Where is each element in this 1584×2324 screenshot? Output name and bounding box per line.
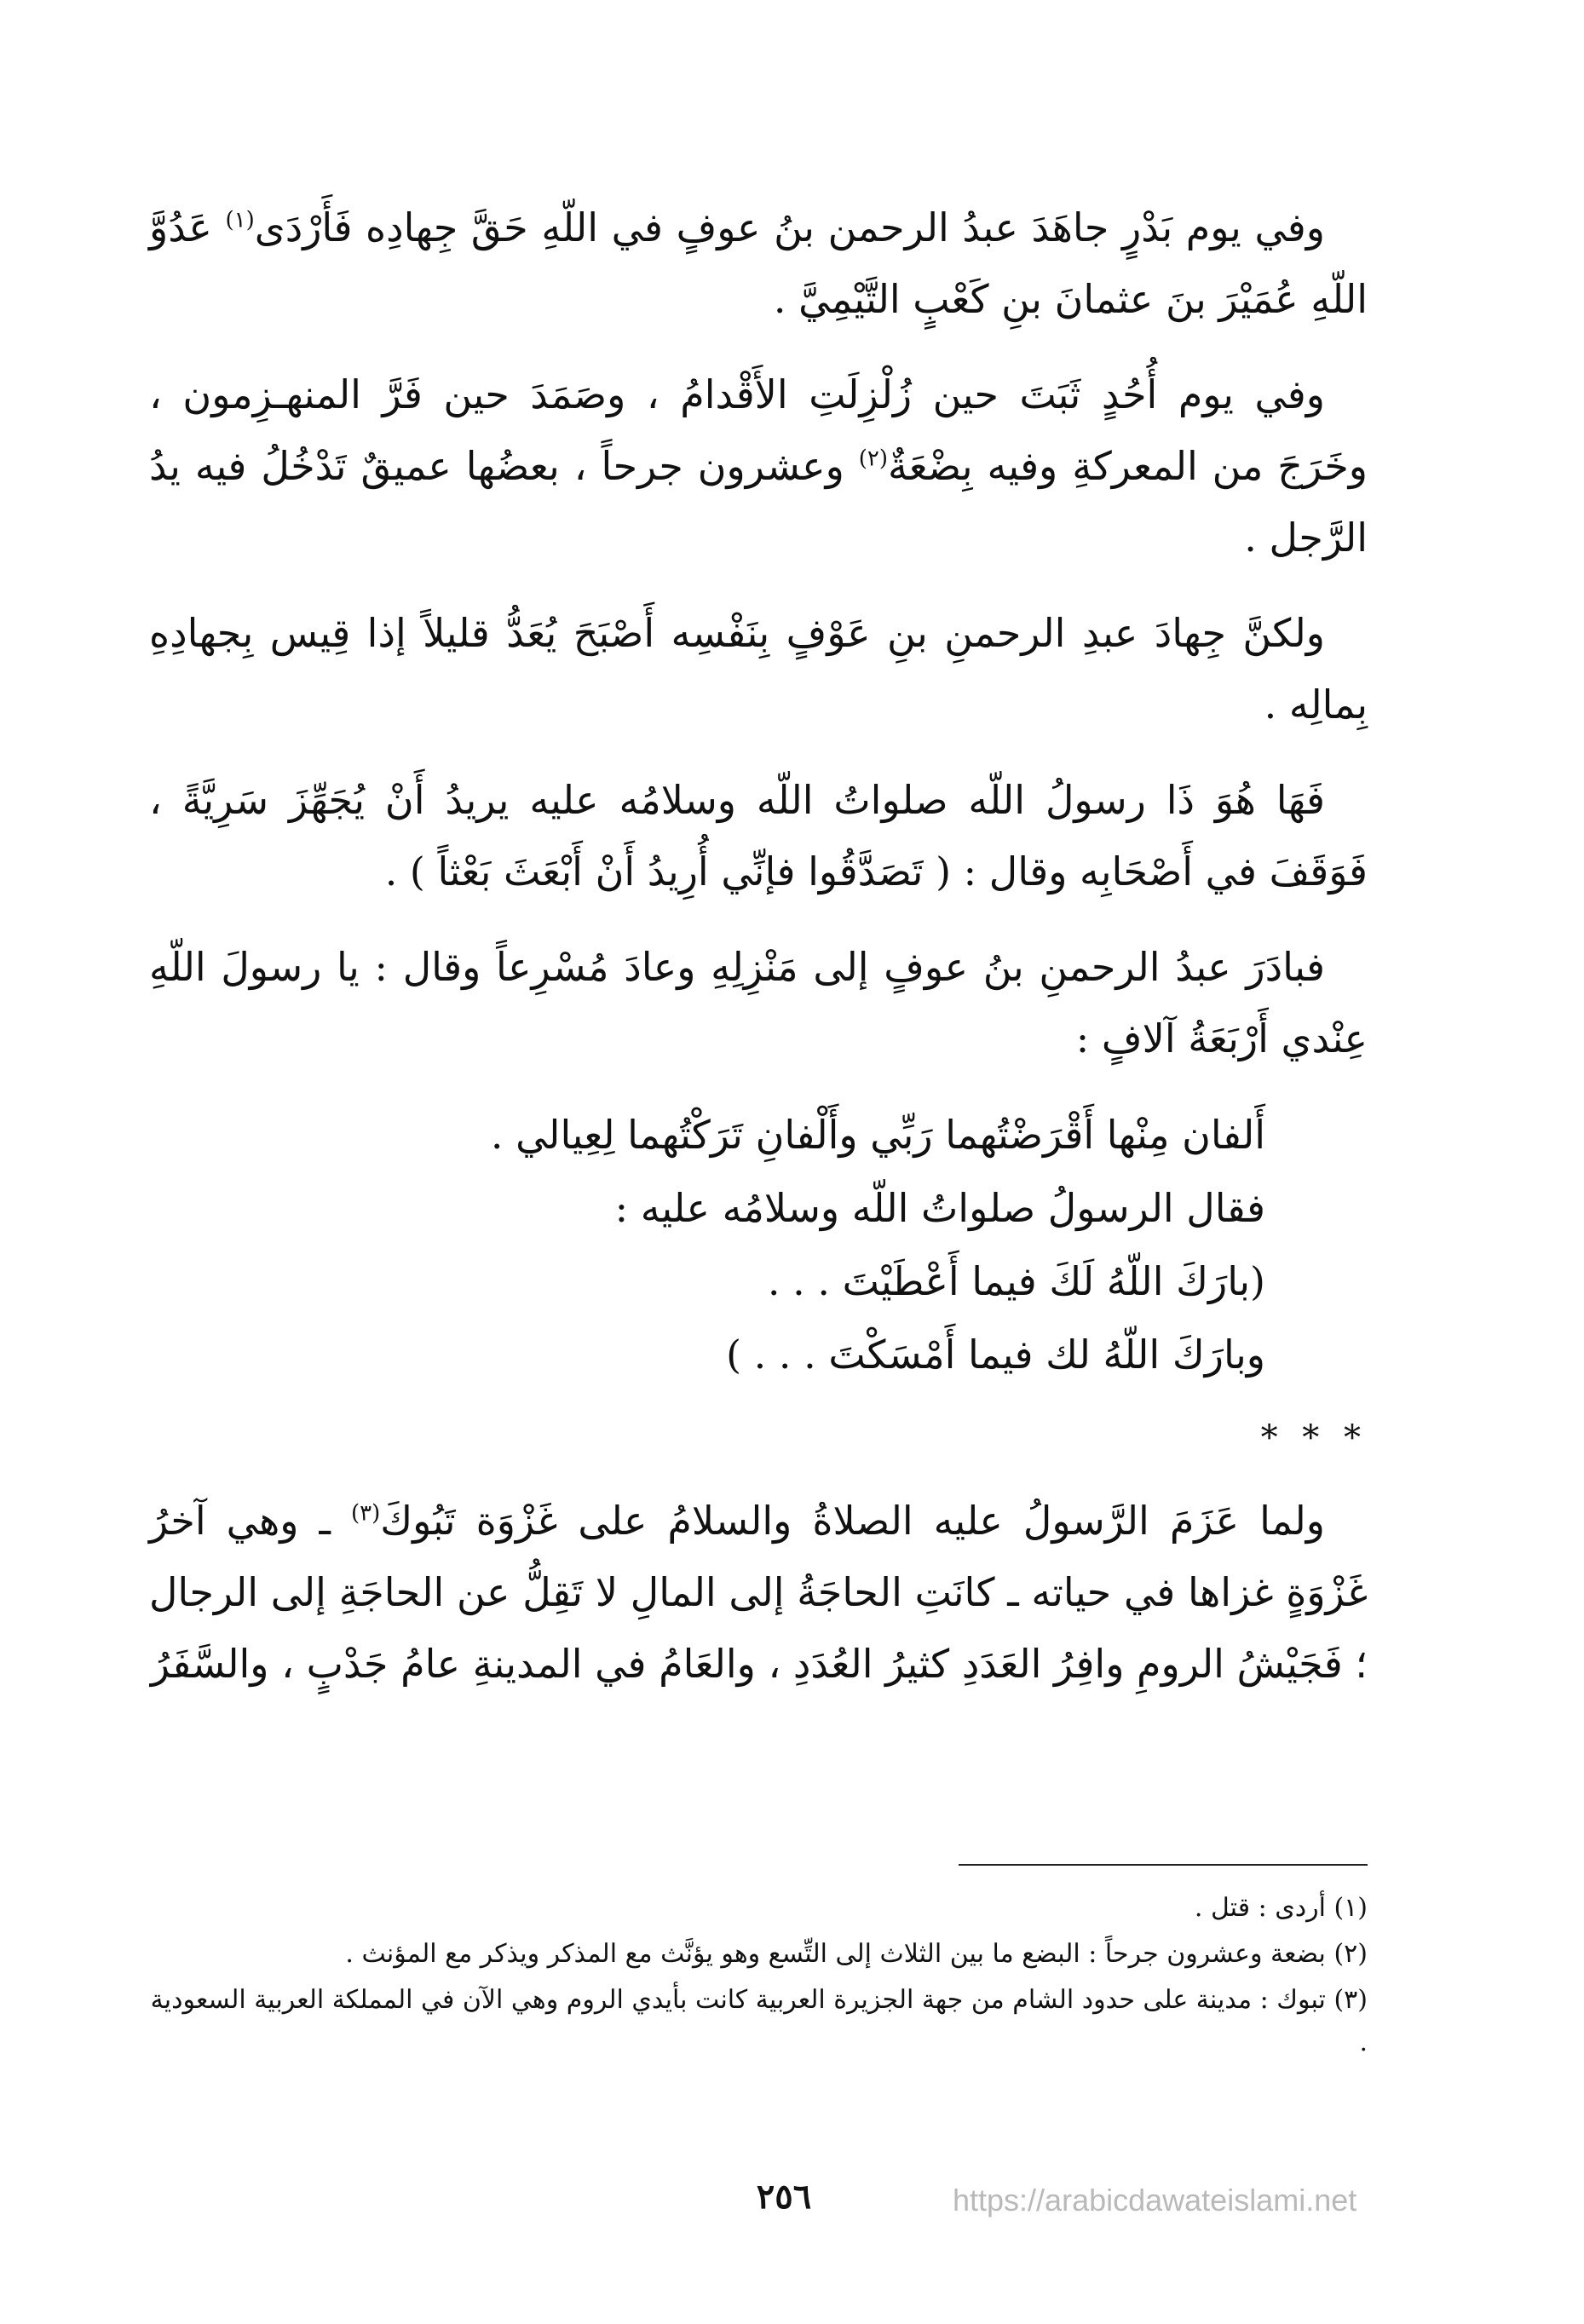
footnote-1: (١) أردى : قتل . <box>1194 1893 1368 1923</box>
verse-line: وبارَكَ اللّهُ لك فيما أَمْسَكْتَ . . . ) <box>726 1332 1265 1378</box>
quoted-verses <box>149 1098 1368 1391</box>
verse-line: أَلفان مِنْها أَقْرَضْتُهما رَبِّي وأَلْفانِ تَرَكْتُهما لِعِيالي . <box>490 1112 1265 1158</box>
paragraph-four-thousand: فبادَرَ عبدُ الرحمنِ بنُ عوفٍ إلى مَنْزِلِهِ وعادَ مُسْرِعاً وقال : يا رسولَ اللّهِ عِنْدي أَرْبَعَةُ آلافٍ : <box>149 944 1368 1061</box>
footnote-ref-2: (٢) <box>858 446 889 472</box>
footnotes <box>149 1887 1368 2068</box>
main-text <box>149 192 1368 1723</box>
paragraph-sariyya: فَهَا هُوَ ذَا رسولُ اللّه صلواتُ اللّه وسلامُه عليه يريدُ أَنْ يُجَهِّزَ سَرِيَّةً ، فَوَقَفَ في أَصْحَابِه وقال : ( تَصَدَّقُوا فإنِّي أُرِيدُ أَنْ أَبْعَثَ بَعْثاً ) . <box>149 777 1368 895</box>
footnote-3: (٣) تبوك : مدينة على حدود الشام من جهة الجزيرة العربية كانت بأيدي الروم وهي الآن في المملكة العربية السعودية . <box>150 1985 1368 2057</box>
footnote-ref-1: (١) <box>225 207 255 233</box>
section-separator: * * * <box>1260 1418 1368 1458</box>
paragraph-tabuk: ولما عَزَمَ الرَّسولُ عليه الصلاةُ والسلامُ على غَزْوَة تَبُوكَ$^{(٣)}$ ـ وهي آخرُ غَزْوَةٍ غزاها في حياته ـ كانَتِ الحاجَةُ إلى المالِ لا تَقِلُّ عن الحاجَةِ إلى الرجال ؛ فَجَيْشُ الرومِ وافِرُ العَدَدِ كثيرُ العُدَدِ ، والعَامُ في المدينةِ عامُ جَدْبٍ ، والسَّفَرُ <box>149 1498 1368 1687</box>
page-number: ٢٥٦ <box>756 2177 812 2217</box>
footnote-2: (٢) بضعة وعشرون جرحاً : البضع ما بين الثلاث إلى التِّسع وهو يؤنَّث مع المذكر ويذكر مع المؤنث . <box>345 1939 1368 1969</box>
verse-line: فقال الرسولُ صلواتُ اللّه وسلامُه عليه : <box>614 1185 1265 1231</box>
paragraph-uhud: وفي يوم أُحُدٍ ثَبَتَ حين زُلْزِلَتِ الأَقْدامُ ، وصَمَدَ حين فَرَّ المنهـزِمون ، وخَرَجَ من المعركةِ وفيه بِضْعَةٌ$^{(٢)}$ وعشرون جرحاً ، بعضُها عميقٌ تَدْخُلُ فيه يدُ الرَّجل . <box>149 371 1368 561</box>
paragraph-jihad-wealth: ولكنَّ جِهادَ عبدِ الرحمنِ بنِ عَوْفٍ بِنَفْسِه أَصْبَحَ يُعَدُّ قليلاً إذا قِيس بِجهادِهِ بِمالِه . <box>149 610 1368 728</box>
watermark-url: https://arabicdawateislami.net <box>953 2183 1357 2218</box>
paragraph-badr: وفي يوم بَدْرٍ جاهَدَ عبدُ الرحمن بنُ عوفٍ في اللّهِ حَقَّ جِهادِه فَأَرْدَى$^{(١)}$ عَدُوَّ اللّهِ عُمَيْرَ بنَ عثمانَ بنِ كَعْبٍ التَّيْمِيَّ . <box>149 204 1368 322</box>
footnote-divider <box>959 1864 1368 1866</box>
verse-line: (بارَكَ اللّهُ لَكَ فيما أَعْطَيْتَ . . . <box>767 1258 1265 1304</box>
footnote-ref-3: (٣) <box>350 1500 381 1527</box>
